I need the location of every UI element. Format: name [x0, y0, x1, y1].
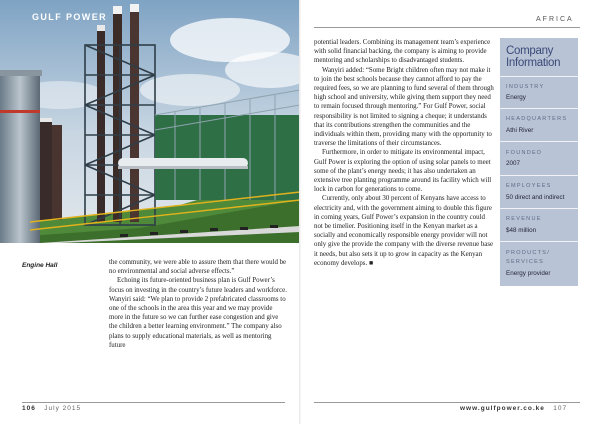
employees-value: 50 direct and indirect: [506, 194, 565, 201]
website-url: www.gulfpower.co.ke: [460, 405, 545, 412]
sidebar-divider: [500, 241, 578, 242]
article-column-1: [109, 258, 287, 350]
page-number: 107: [553, 405, 568, 412]
sidebar-divider: [500, 141, 578, 142]
industry-label: INDUSTRY: [506, 84, 545, 90]
right-footer: [460, 405, 567, 412]
founded-label: FOUNDED: [506, 150, 543, 156]
sidebar-divider: [500, 108, 578, 109]
paragraph: Furthermore, in order to mitigate its environmental impact, Gulf Power is exploring the option of using solar panels to meet some of the plant’s energy needs; it has also undertaken an extensive tree planting programme around its facility which will lock in carbon for generations to come.: [314, 149, 492, 194]
employees-label: EMPLOYEES: [506, 183, 552, 189]
sidebar-divider: [500, 76, 578, 77]
footer-rule: [22, 402, 285, 403]
industry-value: Energy: [506, 94, 526, 101]
paragraph: Echoing its future-oriented business plan is Gulf Power’s focus on investing in the country’s future leaders and workforce. Wanyiri said: “We plan to provide 2 prefabricated classrooms to one of the schools in the area this year and we may provide more in the future so we can further ease congestion and give the children a better learning environment.” The company also plans to supply educational materials, as well as mentoring future: [109, 277, 287, 349]
article-column-2: [314, 38, 494, 268]
sidebar-title-text: Company Information: [506, 45, 561, 69]
products-services-label: PRODUCTS/ SERVICES: [506, 250, 551, 265]
footer-rule: [314, 402, 580, 403]
photo-caption: Engine Hall: [22, 262, 58, 269]
paragraph: Wanyiri added: “Some Bright children often may not make it to join the best schools because they cannot afford to pay the required fees, so we are planning to fund several of them through high school and university, while giving them support they need to remain focused through mentoring.” For Gulf Power, social responsibility is not limited to signing a cheque; it understands that its contributions strengthen the communities and the individuals within them, providing many with the opportunity to traverse the limitations of their circumstances.: [314, 66, 494, 148]
products-services-value: Energy provider: [506, 270, 551, 277]
end-mark: ■: [368, 259, 374, 267]
section-label: AFRICA: [536, 16, 574, 23]
revenue-value: $48 million: [506, 227, 537, 234]
sidebar-title: [506, 45, 570, 69]
founded-value: 2007: [506, 160, 521, 167]
headquarters-value: Athi River: [506, 127, 534, 134]
paragraph: [314, 194, 494, 268]
brand-title: GULF POWER: [32, 12, 107, 22]
sidebar-divider: [500, 208, 578, 209]
revenue-label: REVENUE: [506, 216, 542, 222]
issue-date: July 2015: [44, 405, 82, 412]
paragraph: the community, we were able to assure them that there would be no environmental and social adverse effects.”: [109, 259, 287, 276]
paragraph-text: Currently, only about 30 percent of Kenyans have access to electricity and, with the government aiming to double this figure in coming years, Gulf Power’s expansion in the country could not be timelier. Positioning itself in the Kenyan market as a socially and economically responsible energy provider will not only give the provide the company with the diverse revenue base it needs, but also sets it up to grow in capacity as the Kenyan economy develops.: [314, 195, 494, 267]
header-rule: [314, 27, 580, 28]
paragraph: potential leaders. Combining its management team’s experience with solid financial backing, the company is aiming to provide mentoring and scholarships to disadvantaged students.: [314, 39, 491, 65]
page-number: 106: [22, 405, 36, 412]
headquarters-label: HEADQUARTERS: [506, 116, 568, 122]
power-plant-photo: [0, 0, 300, 243]
gutter: [299, 0, 301, 424]
left-footer: [22, 405, 81, 412]
sidebar-divider: [500, 175, 578, 176]
